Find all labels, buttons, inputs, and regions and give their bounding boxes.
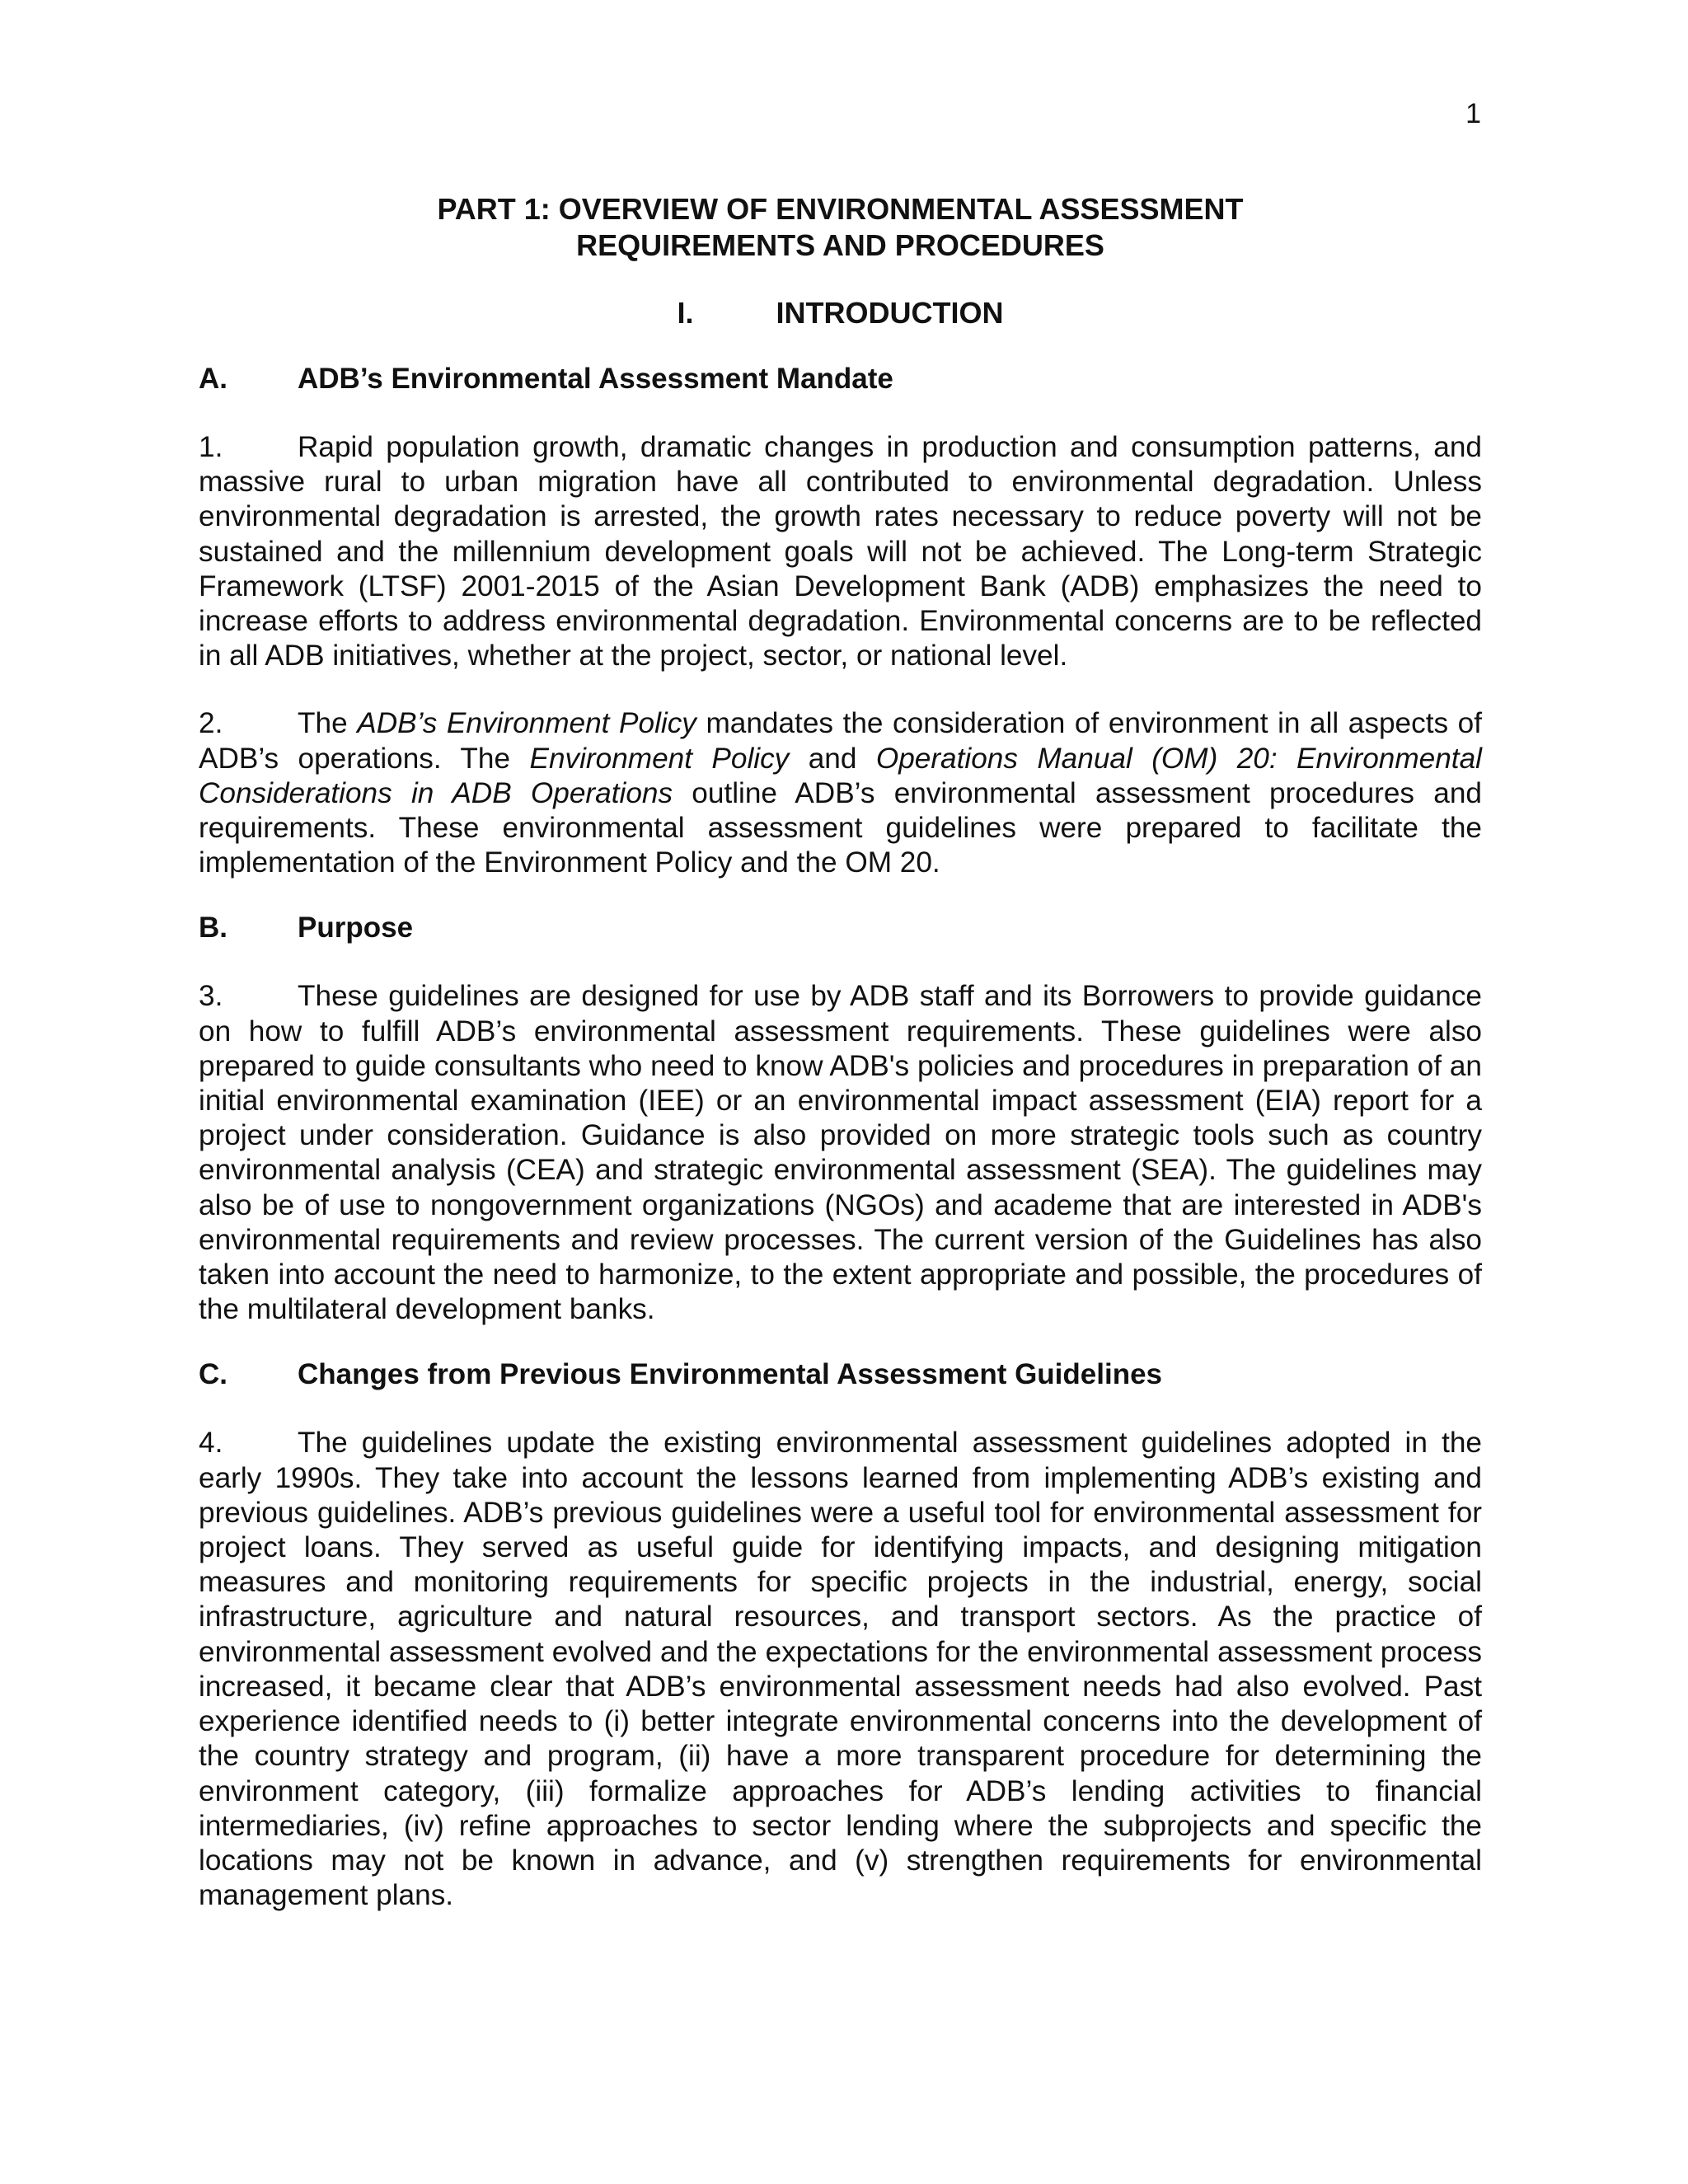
paragraph-1-number: 1.	[199, 431, 223, 463]
paragraph-2	[199, 706, 1482, 880]
section-c-letter: C.	[199, 1358, 227, 1391]
paragraph-2-text-4: outline ADB’s environmental assessment procedures and requirements. These environmental assessment guidelines were prepared to facilitate the implementation of the Environment Policy and the OM 20.	[199, 776, 1482, 879]
section-b-title: Purpose	[298, 912, 414, 944]
document-title	[199, 191, 1482, 264]
paragraph-2-text-3: and	[789, 742, 876, 775]
paragraph-2-italic-2: Environment Policy	[529, 742, 790, 775]
paragraph-2-text-1: The	[298, 707, 358, 740]
paragraph-3-text: These guidelines are designed for use by ADB staff and its Borrowers to provide guidance on how to fulfill ADB’s environmental assessment requirements. These guidelines were also prepared to guide consultants who need to know ADB's policies and procedures in preparation of an initial environmental examination (IEE) or an environmental impact assessment (EIA) report for a project under consideration. Guidance is also provided on more strategic tools such as country environmental analysis (CEA) and strategic environmental assessment (SEA). The guidelines may also be of use to nongovernment organizations (NGOs) and academe that are interested in ADB's environmental requirements and review processes. The current version of the Guidelines has also taken into account the need to harmonize, to the extent appropriate and possible, the procedures of the multilateral development banks.	[199, 980, 1482, 1326]
title-line-2: REQUIREMENTS AND PROCEDURES	[576, 228, 1104, 262]
paragraph-3-number: 3.	[199, 980, 223, 1013]
section-c-title: Changes from Previous Environmental Assessment Guidelines	[298, 1358, 1163, 1391]
paragraph-4-number: 4.	[199, 1427, 223, 1460]
section-a-title: ADB’s Environmental Assessment Mandate	[298, 363, 893, 395]
section-c-heading	[199, 1357, 1482, 1393]
chapter-heading	[199, 295, 1482, 331]
document-body	[199, 191, 1482, 1913]
section-b-letter: B.	[199, 912, 227, 944]
paragraph-2-number: 2.	[199, 707, 223, 740]
paragraph-2-italic-3: Operations Manual (OM) 20: Environmental Considerations in ADB Operations	[199, 742, 1482, 809]
chapter-title: INTRODUCTION	[776, 296, 1004, 330]
section-a-heading	[199, 361, 1482, 397]
paragraph-4	[199, 1426, 1482, 1913]
page-number: 1	[1465, 98, 1481, 129]
title-line-1: PART 1: OVERVIEW OF ENVIRONMENTAL ASSESSMENT	[437, 192, 1244, 226]
paragraph-1	[199, 430, 1482, 673]
paragraph-2-italic-1: ADB’s Environment Policy	[357, 707, 696, 740]
paragraph-2-text-2: mandates the consideration of environment in all aspects of ADB’s operations. The	[199, 707, 1482, 775]
paragraph-1-text: Rapid population growth, dramatic changes in production and consumption patterns, and massive rural to urban migration have all contributed to environmental degradation. Unless environmental degradation is arrested, the growth rates necessary to reduce poverty will not be sustained and the millennium development goals will not be achieved. The Long-term Strategic Framework (LTSF) 2001-2015 of the Asian Development Bank (ADB) emphasizes the need to increase efforts to address environmental degradation. Environmental concerns are to be reflected in all ADB initiatives, whether at the project, sector, or national level.	[199, 431, 1482, 673]
paragraph-3	[199, 979, 1482, 1327]
paragraph-4-text: The guidelines update the existing environmental assessment guidelines adopted in the early 1990s. They take into account the lessons learned from implementing ADB’s existing and previous guidelines. ADB’s previous guidelines were a useful tool for environmental assessment for project loans. They served as useful guide for identifying impacts, and designing mitigation measures and monitoring requirements for specific projects in the industrial, energy, social infrastructure, agriculture and natural resources, and transport sectors. As the practice of environmental assessment evolved and the expectations for the environmental assessment process increased, it became clear that ADB’s environmental assessment needs had also evolved. Past experience identified needs to (i) better integrate environmental concerns into the development of the country strategy and program, (ii) have a more transparent procedure for determining the environment category, (iii) formalize approaches for ADB’s lending activities to financial intermediaries, (iv) refine approaches to sector lending where the subprojects and specific the locations may not be known in advance, and (v) strengthen requirements for environmental management plans.	[199, 1427, 1482, 1912]
section-b-heading	[199, 910, 1482, 946]
section-a-letter: A.	[199, 363, 227, 395]
chapter-number: I.	[677, 296, 694, 330]
